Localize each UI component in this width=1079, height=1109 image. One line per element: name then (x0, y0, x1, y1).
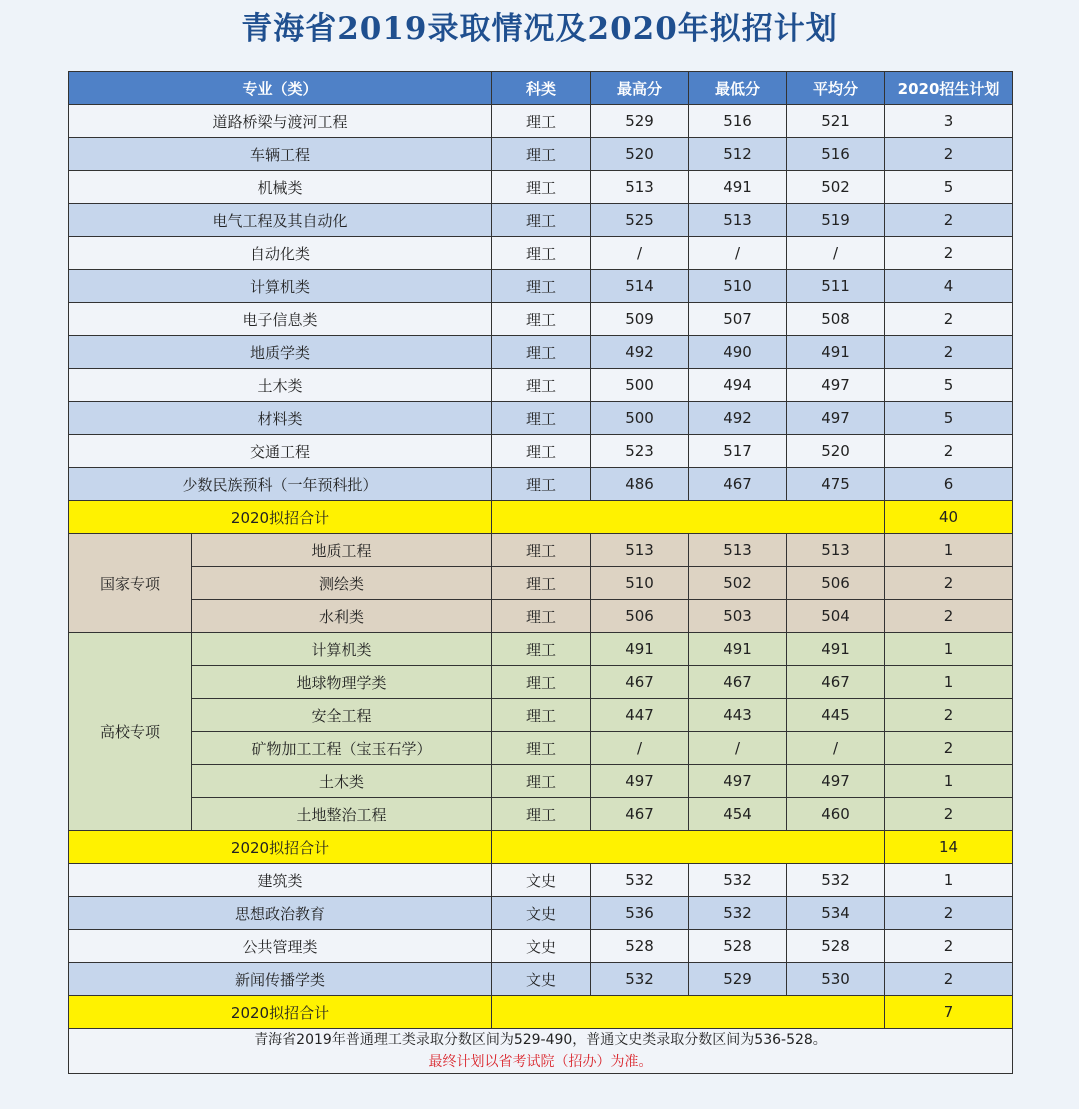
cell-type: 理工 (492, 600, 591, 633)
table-row (69, 369, 1013, 402)
table-row (69, 930, 1013, 963)
table-row (69, 699, 1013, 732)
major-name: 交通工程 (69, 435, 492, 468)
cell-min: 491 (689, 633, 787, 666)
cell-min: 513 (689, 534, 787, 567)
cell-avg: 534 (787, 897, 885, 930)
table-header-row (69, 72, 1013, 105)
total-value: 7 (885, 996, 1013, 1029)
major-name: 电气工程及其自动化 (69, 204, 492, 237)
cell-type: 文史 (492, 963, 591, 996)
cell-type: 文史 (492, 864, 591, 897)
cell-type: 理工 (492, 138, 591, 171)
cell-type: 理工 (492, 567, 591, 600)
cell-min: 494 (689, 369, 787, 402)
cell-plan: 5 (885, 369, 1013, 402)
note-row (69, 1029, 1013, 1074)
cell-type: 理工 (492, 699, 591, 732)
major-name: 地质工程 (192, 534, 492, 567)
major-name: 电子信息类 (69, 303, 492, 336)
major-name: 自动化类 (69, 237, 492, 270)
cell-plan: 1 (885, 666, 1013, 699)
major-name: 少数民族预科（一年预科批） (69, 468, 492, 501)
cell-type: 理工 (492, 798, 591, 831)
cell-min: 490 (689, 336, 787, 369)
table-row (69, 138, 1013, 171)
group-label: 高校专项 (69, 633, 192, 831)
cell-max: 536 (591, 897, 689, 930)
cell-min: 454 (689, 798, 787, 831)
major-name: 思想政治教育 (69, 897, 492, 930)
cell-avg: 497 (787, 765, 885, 798)
table-row (69, 237, 1013, 270)
cell-plan: 2 (885, 204, 1013, 237)
cell-plan: 1 (885, 534, 1013, 567)
cell-plan: 3 (885, 105, 1013, 138)
cell-avg: 511 (787, 270, 885, 303)
total-row (69, 831, 1013, 864)
total-label: 2020拟招合计 (69, 996, 492, 1029)
cell-type: 理工 (492, 732, 591, 765)
major-name: 地球物理学类 (192, 666, 492, 699)
cell-avg: 508 (787, 303, 885, 336)
cell-avg: 497 (787, 402, 885, 435)
cell-min: 443 (689, 699, 787, 732)
cell-type: 理工 (492, 303, 591, 336)
table-row (69, 105, 1013, 138)
cell-plan: 1 (885, 633, 1013, 666)
cell-plan: 2 (885, 930, 1013, 963)
cell-plan: 2 (885, 600, 1013, 633)
cell-plan: 2 (885, 732, 1013, 765)
cell-max: 509 (591, 303, 689, 336)
cell-type: 文史 (492, 897, 591, 930)
cell-plan: 2 (885, 897, 1013, 930)
cell-avg: / (787, 237, 885, 270)
note-line: 青海省2019年普通理工类录取分数区间为529-490，普通文史类录取分数区间为536-528。 (254, 1032, 827, 1048)
major-name: 计算机类 (192, 633, 492, 666)
major-name: 土地整治工程 (192, 798, 492, 831)
cell-type: 理工 (492, 270, 591, 303)
cell-plan: 2 (885, 237, 1013, 270)
cell-plan: 5 (885, 171, 1013, 204)
cell-avg: 504 (787, 600, 885, 633)
cell-max: 492 (591, 336, 689, 369)
major-name: 土木类 (192, 765, 492, 798)
cell-type: 理工 (492, 105, 591, 138)
cell-type: 理工 (492, 633, 591, 666)
total-label: 2020拟招合计 (69, 831, 492, 864)
header-major: 专业（类） (69, 72, 492, 105)
cell-plan: 2 (885, 567, 1013, 600)
cell-plan: 2 (885, 798, 1013, 831)
cell-plan: 4 (885, 270, 1013, 303)
table-row (69, 732, 1013, 765)
cell-max: 514 (591, 270, 689, 303)
table-row (69, 534, 1013, 567)
cell-type: 理工 (492, 666, 591, 699)
cell-type: 理工 (492, 468, 591, 501)
table-row (69, 171, 1013, 204)
major-name: 道路桥梁与渡河工程 (69, 105, 492, 138)
table-row (69, 567, 1013, 600)
cell-plan: 1 (885, 864, 1013, 897)
table-row (69, 402, 1013, 435)
cell-min: 467 (689, 666, 787, 699)
cell-plan: 2 (885, 699, 1013, 732)
cell-max: 500 (591, 369, 689, 402)
cell-min: 492 (689, 402, 787, 435)
major-name: 水利类 (192, 600, 492, 633)
cell-type: 理工 (492, 369, 591, 402)
table-row (69, 963, 1013, 996)
table-row (69, 633, 1013, 666)
cell-min: 497 (689, 765, 787, 798)
header-avg: 平均分 (787, 72, 885, 105)
total-row (69, 996, 1013, 1029)
cell-plan: 2 (885, 435, 1013, 468)
cell-type: 理工 (492, 435, 591, 468)
table-row (69, 897, 1013, 930)
cell-max: 500 (591, 402, 689, 435)
cell-max: / (591, 237, 689, 270)
cell-avg: 502 (787, 171, 885, 204)
cell-avg: 491 (787, 633, 885, 666)
cell-max: 523 (591, 435, 689, 468)
cell-min: 532 (689, 864, 787, 897)
major-name: 矿物加工工程（宝玉石学） (192, 732, 492, 765)
cell-avg: 513 (787, 534, 885, 567)
table-row (69, 765, 1013, 798)
table-row (69, 864, 1013, 897)
table-row (69, 600, 1013, 633)
cell-min: 512 (689, 138, 787, 171)
cell-avg: 475 (787, 468, 885, 501)
page-title: 青海省2019录取情况及2020年拟招计划 (241, 11, 838, 47)
cell-max: 486 (591, 468, 689, 501)
major-name: 安全工程 (192, 699, 492, 732)
major-name: 建筑类 (69, 864, 492, 897)
cell-min: 507 (689, 303, 787, 336)
major-name: 材料类 (69, 402, 492, 435)
cell-avg: 497 (787, 369, 885, 402)
table-body (69, 105, 1013, 1074)
cell-max: 506 (591, 600, 689, 633)
major-name: 车辆工程 (69, 138, 492, 171)
cell-max: 529 (591, 105, 689, 138)
total-value: 40 (885, 501, 1013, 534)
cell-max: 447 (591, 699, 689, 732)
cell-min: / (689, 732, 787, 765)
cell-plan: 2 (885, 303, 1013, 336)
total-spacer (492, 501, 885, 534)
major-name: 土木类 (69, 369, 492, 402)
cell-type: 理工 (492, 171, 591, 204)
cell-min: / (689, 237, 787, 270)
cell-avg: 519 (787, 204, 885, 237)
header-type: 科类 (492, 72, 591, 105)
cell-plan: 2 (885, 336, 1013, 369)
cell-min: 510 (689, 270, 787, 303)
note-cell (69, 1029, 1013, 1074)
cell-plan: 5 (885, 402, 1013, 435)
major-name: 地质学类 (69, 336, 492, 369)
cell-type: 理工 (492, 534, 591, 567)
cell-type: 文史 (492, 930, 591, 963)
table-row (69, 468, 1013, 501)
cell-max: 497 (591, 765, 689, 798)
cell-min: 516 (689, 105, 787, 138)
cell-max: 513 (591, 171, 689, 204)
cell-min: 467 (689, 468, 787, 501)
total-spacer (492, 831, 885, 864)
cell-max: 467 (591, 798, 689, 831)
total-row (69, 501, 1013, 534)
header-min: 最低分 (689, 72, 787, 105)
cell-min: 529 (689, 963, 787, 996)
major-name: 计算机类 (69, 270, 492, 303)
cell-avg: 521 (787, 105, 885, 138)
cell-type: 理工 (492, 204, 591, 237)
header-max: 最高分 (591, 72, 689, 105)
cell-max: 520 (591, 138, 689, 171)
cell-min: 517 (689, 435, 787, 468)
table-row (69, 270, 1013, 303)
cell-plan: 2 (885, 963, 1013, 996)
cell-min: 513 (689, 204, 787, 237)
note-disclaimer: 最终计划以省考试院（招办）为准。 (428, 1054, 653, 1070)
table-row (69, 798, 1013, 831)
cell-max: 513 (591, 534, 689, 567)
cell-min: 502 (689, 567, 787, 600)
cell-avg: 532 (787, 864, 885, 897)
table-row (69, 204, 1013, 237)
major-name: 公共管理类 (69, 930, 492, 963)
total-spacer (492, 996, 885, 1029)
table-row (69, 336, 1013, 369)
cell-avg: 520 (787, 435, 885, 468)
cell-plan: 2 (885, 138, 1013, 171)
cell-min: 528 (689, 930, 787, 963)
table-row (69, 435, 1013, 468)
cell-avg: 445 (787, 699, 885, 732)
cell-avg: / (787, 732, 885, 765)
cell-min: 532 (689, 897, 787, 930)
admission-table (68, 71, 1013, 1074)
cell-type: 理工 (492, 336, 591, 369)
cell-plan: 1 (885, 765, 1013, 798)
cell-min: 503 (689, 600, 787, 633)
header-plan: 2020招生计划 (885, 72, 1013, 105)
cell-avg: 467 (787, 666, 885, 699)
cell-max: 467 (591, 666, 689, 699)
major-name: 新闻传播学类 (69, 963, 492, 996)
table-row (69, 303, 1013, 336)
cell-avg: 528 (787, 930, 885, 963)
cell-avg: 530 (787, 963, 885, 996)
cell-avg: 506 (787, 567, 885, 600)
major-name: 测绘类 (192, 567, 492, 600)
cell-plan: 6 (885, 468, 1013, 501)
cell-max: 491 (591, 633, 689, 666)
total-value: 14 (885, 831, 1013, 864)
cell-max: 510 (591, 567, 689, 600)
cell-max: 528 (591, 930, 689, 963)
cell-max: / (591, 732, 689, 765)
cell-avg: 460 (787, 798, 885, 831)
cell-max: 532 (591, 864, 689, 897)
table-row (69, 666, 1013, 699)
cell-type: 理工 (492, 237, 591, 270)
cell-min: 491 (689, 171, 787, 204)
cell-type: 理工 (492, 765, 591, 798)
major-name: 机械类 (69, 171, 492, 204)
cell-max: 525 (591, 204, 689, 237)
cell-type: 理工 (492, 402, 591, 435)
total-label: 2020拟招合计 (69, 501, 492, 534)
group-label: 国家专项 (69, 534, 192, 633)
cell-max: 532 (591, 963, 689, 996)
cell-avg: 491 (787, 336, 885, 369)
cell-avg: 516 (787, 138, 885, 171)
